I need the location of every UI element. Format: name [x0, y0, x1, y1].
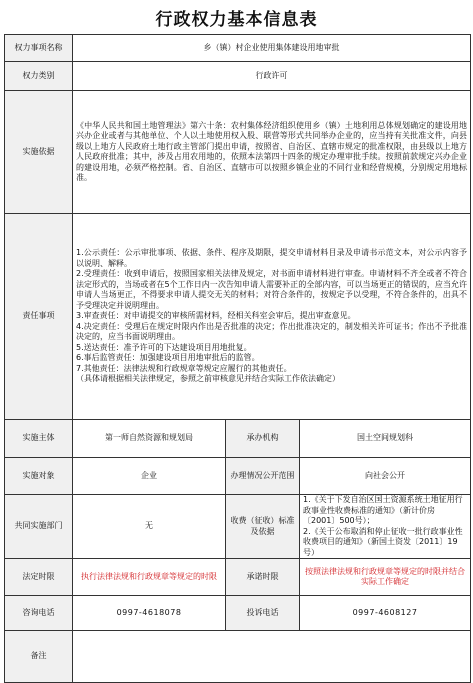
label-target: 实施对象 — [5, 458, 73, 495]
duty-item: 4.决定责任：受理后在规定时限内作出是否批准的决定；作出批准决定的，制发相关许可证书；作出不予批准决定的，应当书面说明理由。 — [76, 321, 468, 342]
row-name — [5, 35, 471, 62]
duty-item: 2.受理责任：收到申请后，按照国家相关法律及规定，对书面申请材料进行审查。申请材料不齐全或者不符合法定形式的，当场或者在5个工作日内一次告知申请人需要补正的全部内容，可以当场更正的错误的，应当允许申请人当场更正，不得要求申请人提交无关的材料；对符合条件的，按规定予以受理，不符合条件的，出具不予受理决定并说明理由。 — [76, 269, 468, 310]
value-subject: 第一师自然资源和规划局 — [73, 420, 226, 458]
row-basis — [5, 91, 471, 214]
label-complaint-phone: 投诉电话 — [226, 596, 300, 631]
label-joint-dept: 共同实施部门 — [5, 495, 73, 559]
row-target — [5, 458, 471, 495]
duty-item: （具体请根据相关法律规定，参照之前审核意见并结合实际工作依法确定） — [76, 374, 340, 384]
row-time — [5, 559, 471, 596]
label-legal-time: 法定时限 — [5, 559, 73, 596]
label-consult-phone: 咨询电话 — [5, 596, 73, 631]
duty-item: 5.送达责任：准予许可的下达建设项目用地批复。 — [76, 342, 252, 352]
duty-item: 7.其他责任：法律法规和行政规章等规定应履行的其他责任。 — [76, 363, 292, 373]
label-power-name: 权力事项名称 — [5, 35, 73, 62]
value-complaint-phone: 0997-4608127 — [300, 596, 471, 631]
label-category: 权力类别 — [5, 62, 73, 91]
row-subject — [5, 420, 471, 458]
page-title: 行政权力基本信息表 — [155, 10, 318, 30]
label-duty: 责任事项 — [5, 214, 73, 420]
basis-text: 《中华人民共和国土地管理法》第六十条：农村集体经济组织使用乡（镇）土地利用总体规划确定的建设用地兴办企业或者与其他单位、个人以土地使用权入股、联营等形式共同举办企业的，应当持有关批准文件，向县级以上地方人民政府土地行政主管部门提出申请，按照省、自治区、直辖市规定的批准权限，由县级以上地方人民政府批准；其中，涉及占用农用地的，依照本法第四十四条的规定办理审批手续。按照前款规定兴办企业的建设用地，必须严格控制。省、自治区、直辖市可以按照乡镇企业的不同行业和经营规模，分别规定用地标准。 — [76, 120, 468, 182]
fee-item: 2.《关于公布取消和停止征收一批行政事业性收费项目的通知》（新国土资发〔2011〕19号） — [303, 526, 463, 557]
label-promised-time: 承诺时限 — [226, 559, 300, 596]
duty-item: 3.审查责任：对申请提交的审核所需材料，经相关科室会审后，提出审查意见。 — [76, 311, 356, 321]
row-category — [5, 62, 471, 91]
duty-item: 1.公示责任：公示审批事项、依据、条件、程序及期限，提交申请材料目录及申请书示范文本，对公示内容予以说明、解释。 — [76, 248, 468, 268]
row-duty — [5, 214, 471, 420]
value-category: 行政许可 — [73, 62, 471, 91]
fee-item: 1.《关于下发自治区国土资源系统土地征用行政事业性收费标准的通知》（新计价房〔2001〕500号）； — [303, 495, 463, 525]
label-basis: 实施依据 — [5, 91, 73, 214]
value-joint-dept: 无 — [73, 495, 226, 559]
value-handling-agency: 国土空间规划科 — [300, 420, 471, 458]
value-power-name: 乡（镇）村企业使用集体建设用地审批 — [73, 35, 471, 62]
row-phone — [5, 596, 471, 631]
value-promised-time: 按照法律法规和行政规章等规定的时限并结合实际工作确定 — [300, 559, 471, 596]
value-disclosure-scope: 向社会公开 — [300, 458, 471, 495]
duty-item: 6.事后监管责任：加强建设项目用地审批后的监管。 — [76, 353, 260, 363]
label-fee-standard: 收费（征收）标准及依据 — [226, 495, 300, 559]
power-info-table — [4, 34, 471, 683]
value-fee-standard — [300, 495, 471, 559]
label-remark: 备注 — [5, 631, 73, 683]
label-handling-agency: 承办机构 — [226, 420, 300, 458]
row-remark — [5, 631, 471, 683]
value-remark — [73, 631, 471, 683]
label-subject: 实施主体 — [5, 420, 73, 458]
value-consult-phone: 0997-4618078 — [73, 596, 226, 631]
value-target: 企业 — [73, 458, 226, 495]
label-disclosure-scope: 办理情况公开范围 — [226, 458, 300, 495]
value-legal-time: 执行法律法规和行政规章等规定的时限 — [73, 559, 226, 596]
row-joint — [5, 495, 471, 559]
